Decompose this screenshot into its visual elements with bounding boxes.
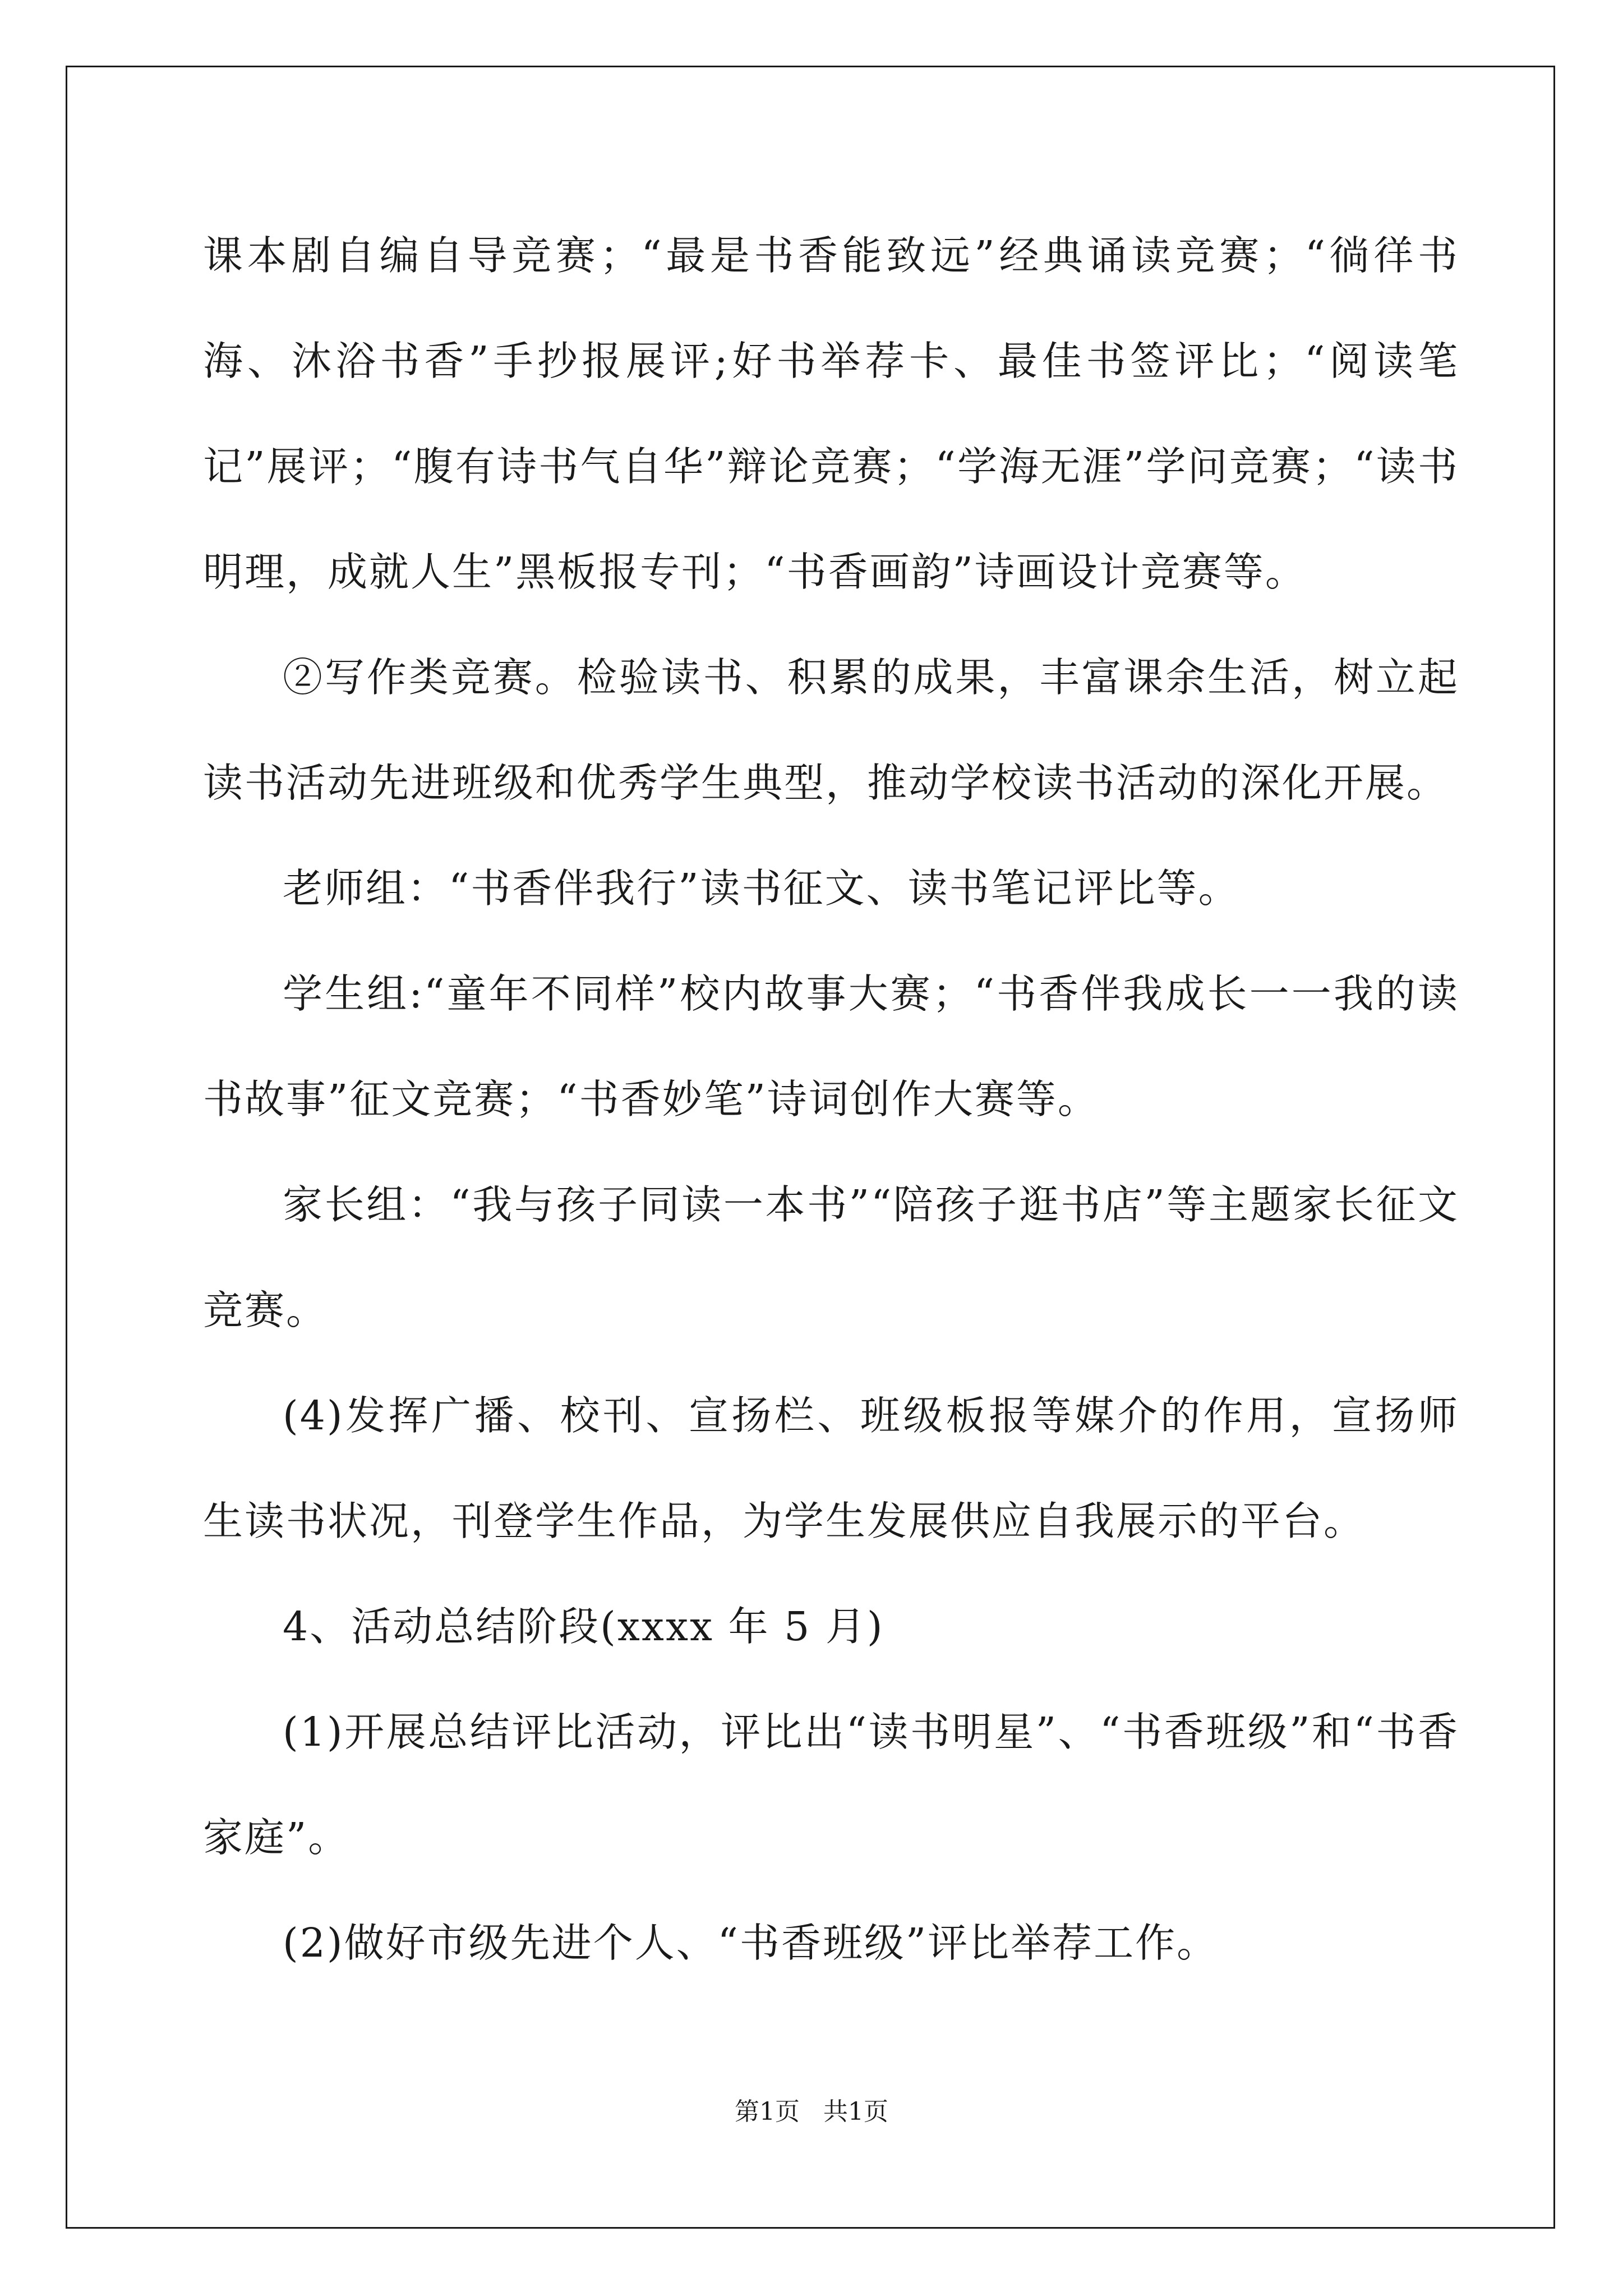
- paragraph-8: (1)开展总结评比活动，评比出“读书明星”、“书香班级”和“书香家庭”。: [203, 1709, 1459, 1861]
- page-footer: 第1页 共1页: [735, 2097, 888, 2126]
- document-body: [203, 203, 1459, 1996]
- paragraph-7: 4、活动总结阶段(xxxx 年 5 月): [283, 1603, 884, 1650]
- paragraph-3: 老师组：“书香伴我行”读书征文、读书笔记评比等。: [283, 865, 1240, 912]
- paragraph-9: (2)做好市级先进个人、“书香班级”评比举荐工作。: [283, 1920, 1219, 1966]
- paragraph-1: 课本剧自编自导竞赛；“最是书香能致远”经典诵读竞赛；“徜徉书海、沐浴书香”手抄报展评;好书举荐卡、最佳书签评比；“阅读笔记”展评；“腹有诗书气自华”辩论竞赛；“学海无涯”学问竞赛；“读书明理，成就人生”黑板报专刊；“书香画韵”诗画设计竞赛等。: [203, 232, 1459, 595]
- paragraph-4: 学生组:“童年不同样”校内故事大赛；“书香伴我成长一一我的读书故事”征文竞赛；“书香妙笔”诗词创作大赛等。: [203, 970, 1459, 1122]
- paragraph-6: (4)发挥广播、校刊、宣扬栏、班级板报等媒介的作用，宣扬师生读书状况，刊登学生作品，为学生发展供应自我展示的平台。: [203, 1392, 1459, 1544]
- paragraph-5: 家长组：“我与孩子同读一本书”“陪孩子逛书店”等主题家长征文竞赛。: [203, 1181, 1459, 1333]
- paragraph-2: ②写作类竞赛。检验读书、积累的成果，丰富课余生活，树立起读书活动先进班级和优秀学生典型，推动学校读书活动的深化开展。: [203, 654, 1459, 806]
